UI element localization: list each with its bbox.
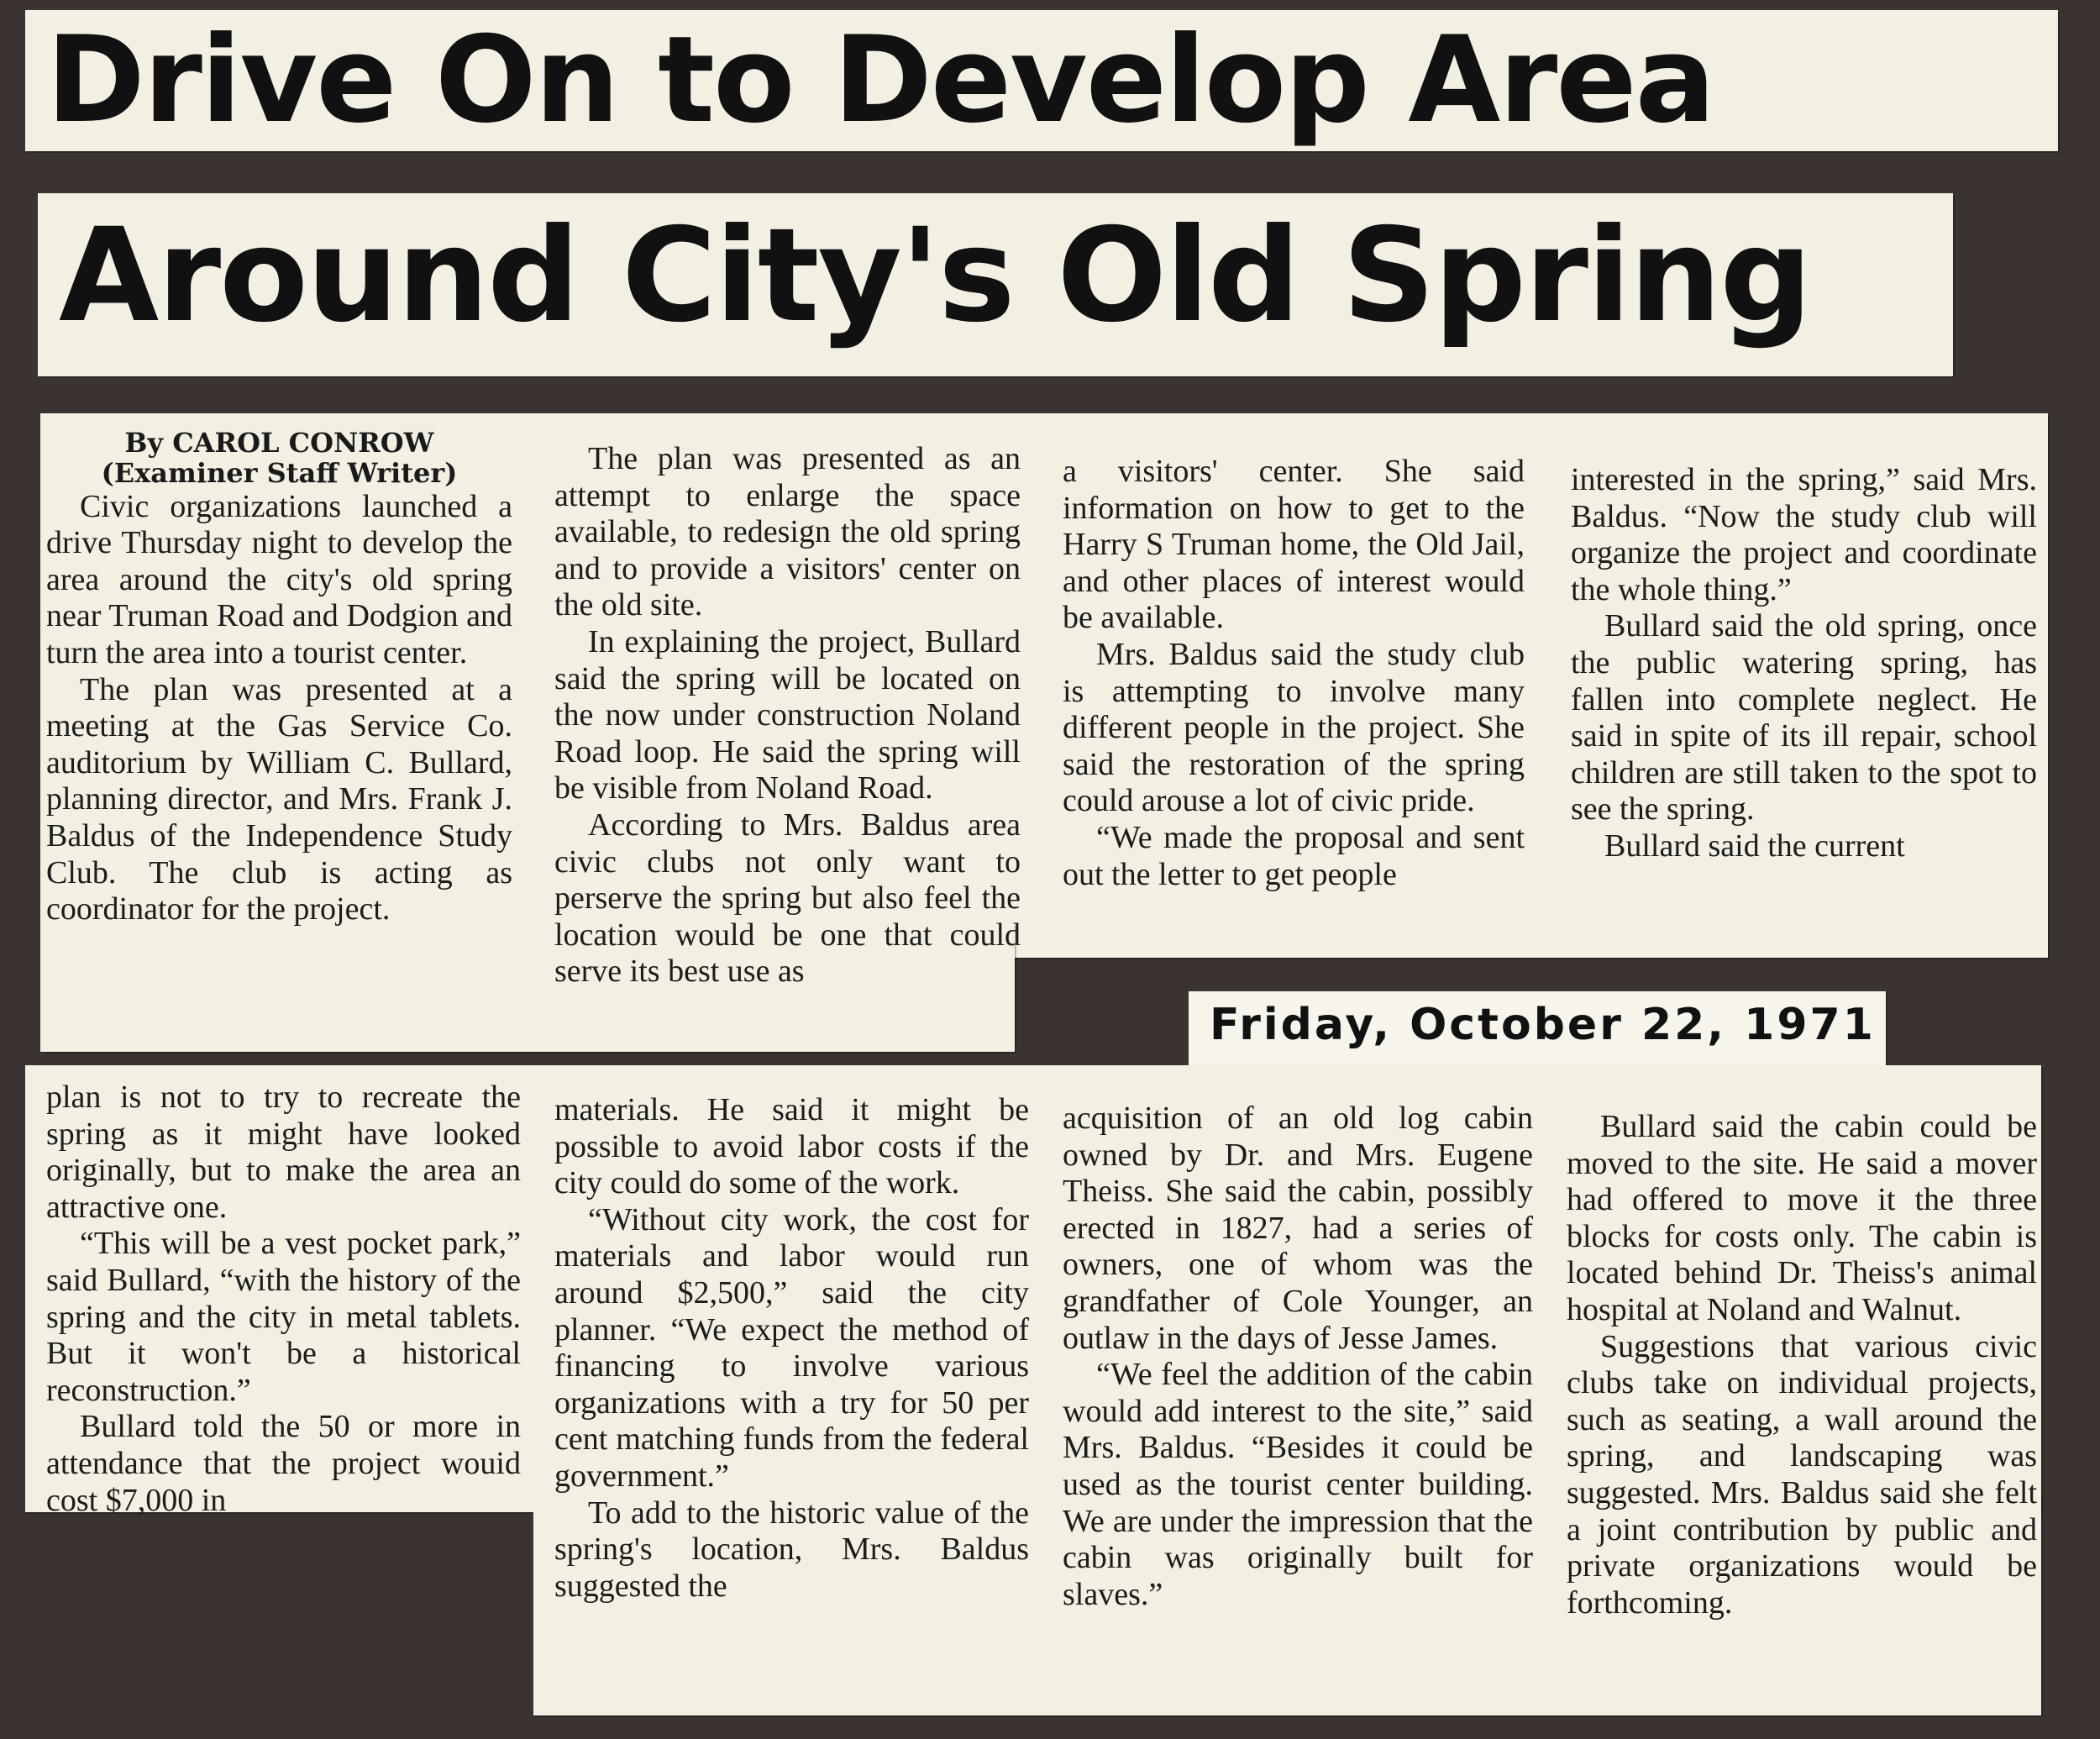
byline-title: (Examiner Staff Writer) [101,456,458,489]
article-column-bottom-1 [46,1080,521,1519]
byline [46,428,512,489]
article-column-bottom-3 [1063,1101,1533,1613]
paragraph: Bullard told the 50 or more in attendance that the project wouid cost $7,000 in [46,1409,521,1518]
article-column-top-1 [46,428,512,928]
paragraph: Bullard said the cabin could be moved to the site. He said a mover had offered to move it the three blocks for costs only. The cabin is located behind Dr. Theiss's animal hospital at Noland and Walnut. [1567,1109,2037,1327]
paragraph: plan is not to try to recreate the spring as it might have looked originally, but to make the area an attractive one. [46,1080,521,1225]
paragraph: To add to the historic value of the spring's location, Mrs. Baldus suggested the [554,1495,1029,1604]
paragraph: Mrs. Baldus said the study club is attempting to involve many different people in the project. She said the restoration of the spring could arouse a lot of civic pride. [1063,636,1525,819]
paragraph: interested in the spring,” said Mrs. Baldus. “Now the study club will organize the project and coordinate the whole thing.” [1571,462,2037,607]
paragraph: Suggestions that various civic clubs take on individual projects, such as seating, a wall around the spring, and landscaping was suggested. Mrs. Baldus said she felt a joint contribution by public and private organizations would be forthcoming. [1567,1328,2037,1621]
byline-author: By CAROL CONROW [124,427,434,459]
paragraph: “We made the proposal and sent out the letter to get people [1063,819,1525,892]
headline-line-2: Around City's Old Spring [59,201,1811,351]
paragraph: According to Mrs. Baldus area civic clubs not only want to perserve the spring but also feel the location would be one that could serve its best use as [554,806,1021,990]
paragraph: Bullard said the current [1604,827,1905,864]
paragraph: “Without city work, the cost for materials and labor would run around $2,500,” said the city planner. “We expect the method of financing to involve various organizations with a try for 50 per cent matching funds from the federal government.” [554,1201,1029,1494]
paragraph: The plan was presented as an attempt to enlarge the space available, to redesign the old spring and to provide a visitors' center on the old site. [554,441,1021,623]
article-column-top-2 [554,441,1021,990]
paragraph: acquisition of an old log cabin owned by Dr. and Mrs. Eugene Theiss. She said the cabin, possibly erected in 1827, had a series of owners, one of whom was the grandfather of Cole Younger, an outlaw in the days of Jesse James. [1063,1101,1533,1356]
paragraph: “We feel the addition of the cabin would add interest to the site,” said Mrs. Baldus. “Besides it could be used as the tourist center building. We are under the impression that the cabin was originally built for slaves.” [1063,1357,1533,1612]
article-column-top-3 [1063,454,1525,893]
paragraph: In explaining the project, Bullard said the spring will be located on the now under construction Noland Road loop. He said the spring will be visible from Noland Road. [554,623,1021,806]
paragraph: The plan was presented at a meeting at the Gas Service Co. auditorium by William C. Bullard, planning director, and Mrs. Frank J. Baldus of the Independence Study Club. The club is acting as coordinator for the project. [46,671,512,927]
dateline: Friday, October 22, 1971 [1210,1000,1876,1050]
article-column-bottom-2 [554,1092,1029,1605]
paragraph: a visitors' center. She said information on how to get to the Harry S Truman home, the Old Jail, and other places of interest would be available. [1063,454,1525,636]
paragraph: Bullard said the old spring, once the public watering spring, has fallen into complete neglect. He said in spite of its ill repair, school children are still taken to the spot to see the spring. [1571,608,2037,827]
headline-line-1: Drive On to Develop Area [46,11,1714,150]
paragraph: Civic organizations launched a drive Thursday night to develop the area around the city's old spring near Truman Road and Dodgion and turn the area into a tourist center. [46,488,512,671]
paragraph: “This will be a vest pocket park,” said Bullard, “with the history of the spring and the city in metal tablets. But it won't be a historical reconstruction.” [46,1226,521,1408]
article-column-top-4 [1571,462,2037,865]
paragraph: materials. He said it might be possible to avoid labor costs if the city could do some of the work. [554,1092,1029,1201]
article-column-bottom-4 [1567,1109,2037,1621]
